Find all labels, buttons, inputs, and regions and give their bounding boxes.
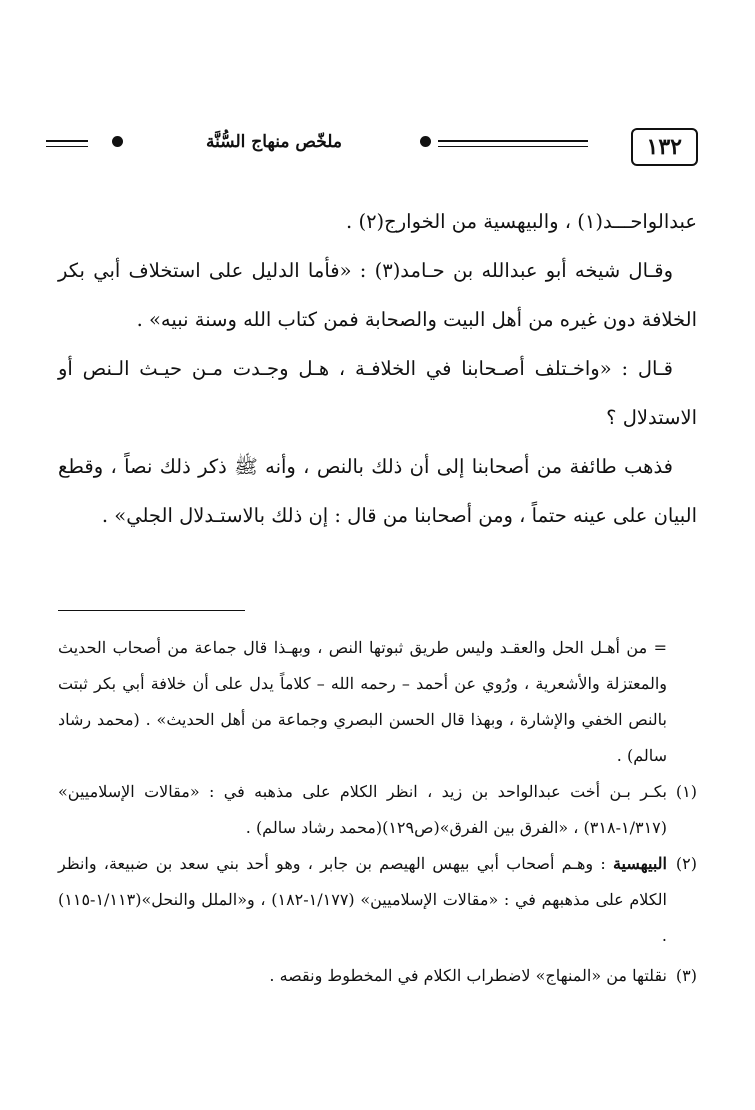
- header-bullet-right: [420, 136, 431, 147]
- page-number: ١٣٢: [631, 128, 698, 166]
- footnote-1: [58, 774, 697, 846]
- footnote-3-text: نقلتها من «المنهاج» لاضطراب الكلام في المخطوط ونقصه .: [269, 966, 667, 985]
- footnote-2-number: (٢): [675, 854, 697, 873]
- paragraph-4: فذهب طائفة من أصحابنا إلى أن ذلك بالنص ، وأنه ﷺ ذكر ذلك نصاً ، وقطع البيان على عينه حتماً ، ومن أصحابنا من قال : إن ذلك بالاستـدلال الجلي» .: [58, 455, 697, 527]
- footnote-2: [58, 846, 697, 954]
- running-header: [38, 128, 706, 168]
- footnote-3-number: (٣): [675, 966, 697, 985]
- header-rule-long: [438, 140, 588, 147]
- footnote-2-text: : وهـم أصحاب أبي بيهس الهيصم بن جابر ، وهو أحد بني سعد بن ضبيعة، وانظر الكلام على مذهبهم في : «مقالات الإسلاميين» (١/١٧٧-١٨٢) ، و«الملل والنحل»(١/١١٣-١١٥) .: [58, 854, 668, 945]
- main-text: [58, 197, 697, 540]
- book-title: ملخّص منهاج السُّنَّة: [206, 132, 342, 152]
- footnote-separator: [58, 610, 245, 611]
- footnote-1-text: بكـر بـن أخت عبدالواحد بن زيد ، انظر الكلام على مذهبه في : «مقالات الإسلاميين» (١/٣١٧-٣١٨) ، «الفرق بين الفرق»(ص١٢٩)(محمد رشاد سالم) .: [58, 782, 668, 837]
- paragraph-3: قـال : «واخـتلف أصـحابنا في الخلافـة ، هـل وجـدت مـن حيـث الـنص أو الاستدلال ؟: [58, 357, 697, 429]
- header-bullet-left: [112, 136, 123, 147]
- footnote-2-term: البيهسية: [612, 854, 667, 873]
- footnote-3: [58, 958, 697, 994]
- footnotes: [58, 630, 697, 994]
- footnote-continuation: = من أهـل الحل والعقـد وليس طريق ثبوتها النص ، وبهـذا قال جماعة من أصحاب الحديث والمعتزلة والأشعرية ، ورُوي عن أحمد – رحمه الله – كلاماً يدل على أن خلافة أبي بكر ثبتت بالنص الخفي والإشارة ، وبهذا قال الحسن البصري وجماعة من أهل الحديث» . (محمد رشاد سالم) .: [58, 638, 667, 765]
- footnote-1-number: (١): [675, 782, 698, 801]
- header-rule-short: [46, 140, 88, 147]
- paragraph-1: عبدالواحـــد(١) ، والبيهسية من الخوارج(٢) .: [346, 210, 697, 233]
- paragraph-2: وقـال شيخه أبو عبدالله بن حـامد(٣) : «فأما الدليل على استخلاف أبي بكر الخلافة دون غيره من أهل البيت والصحابة فمن كتاب الله وسنة نبيه» .: [58, 259, 697, 331]
